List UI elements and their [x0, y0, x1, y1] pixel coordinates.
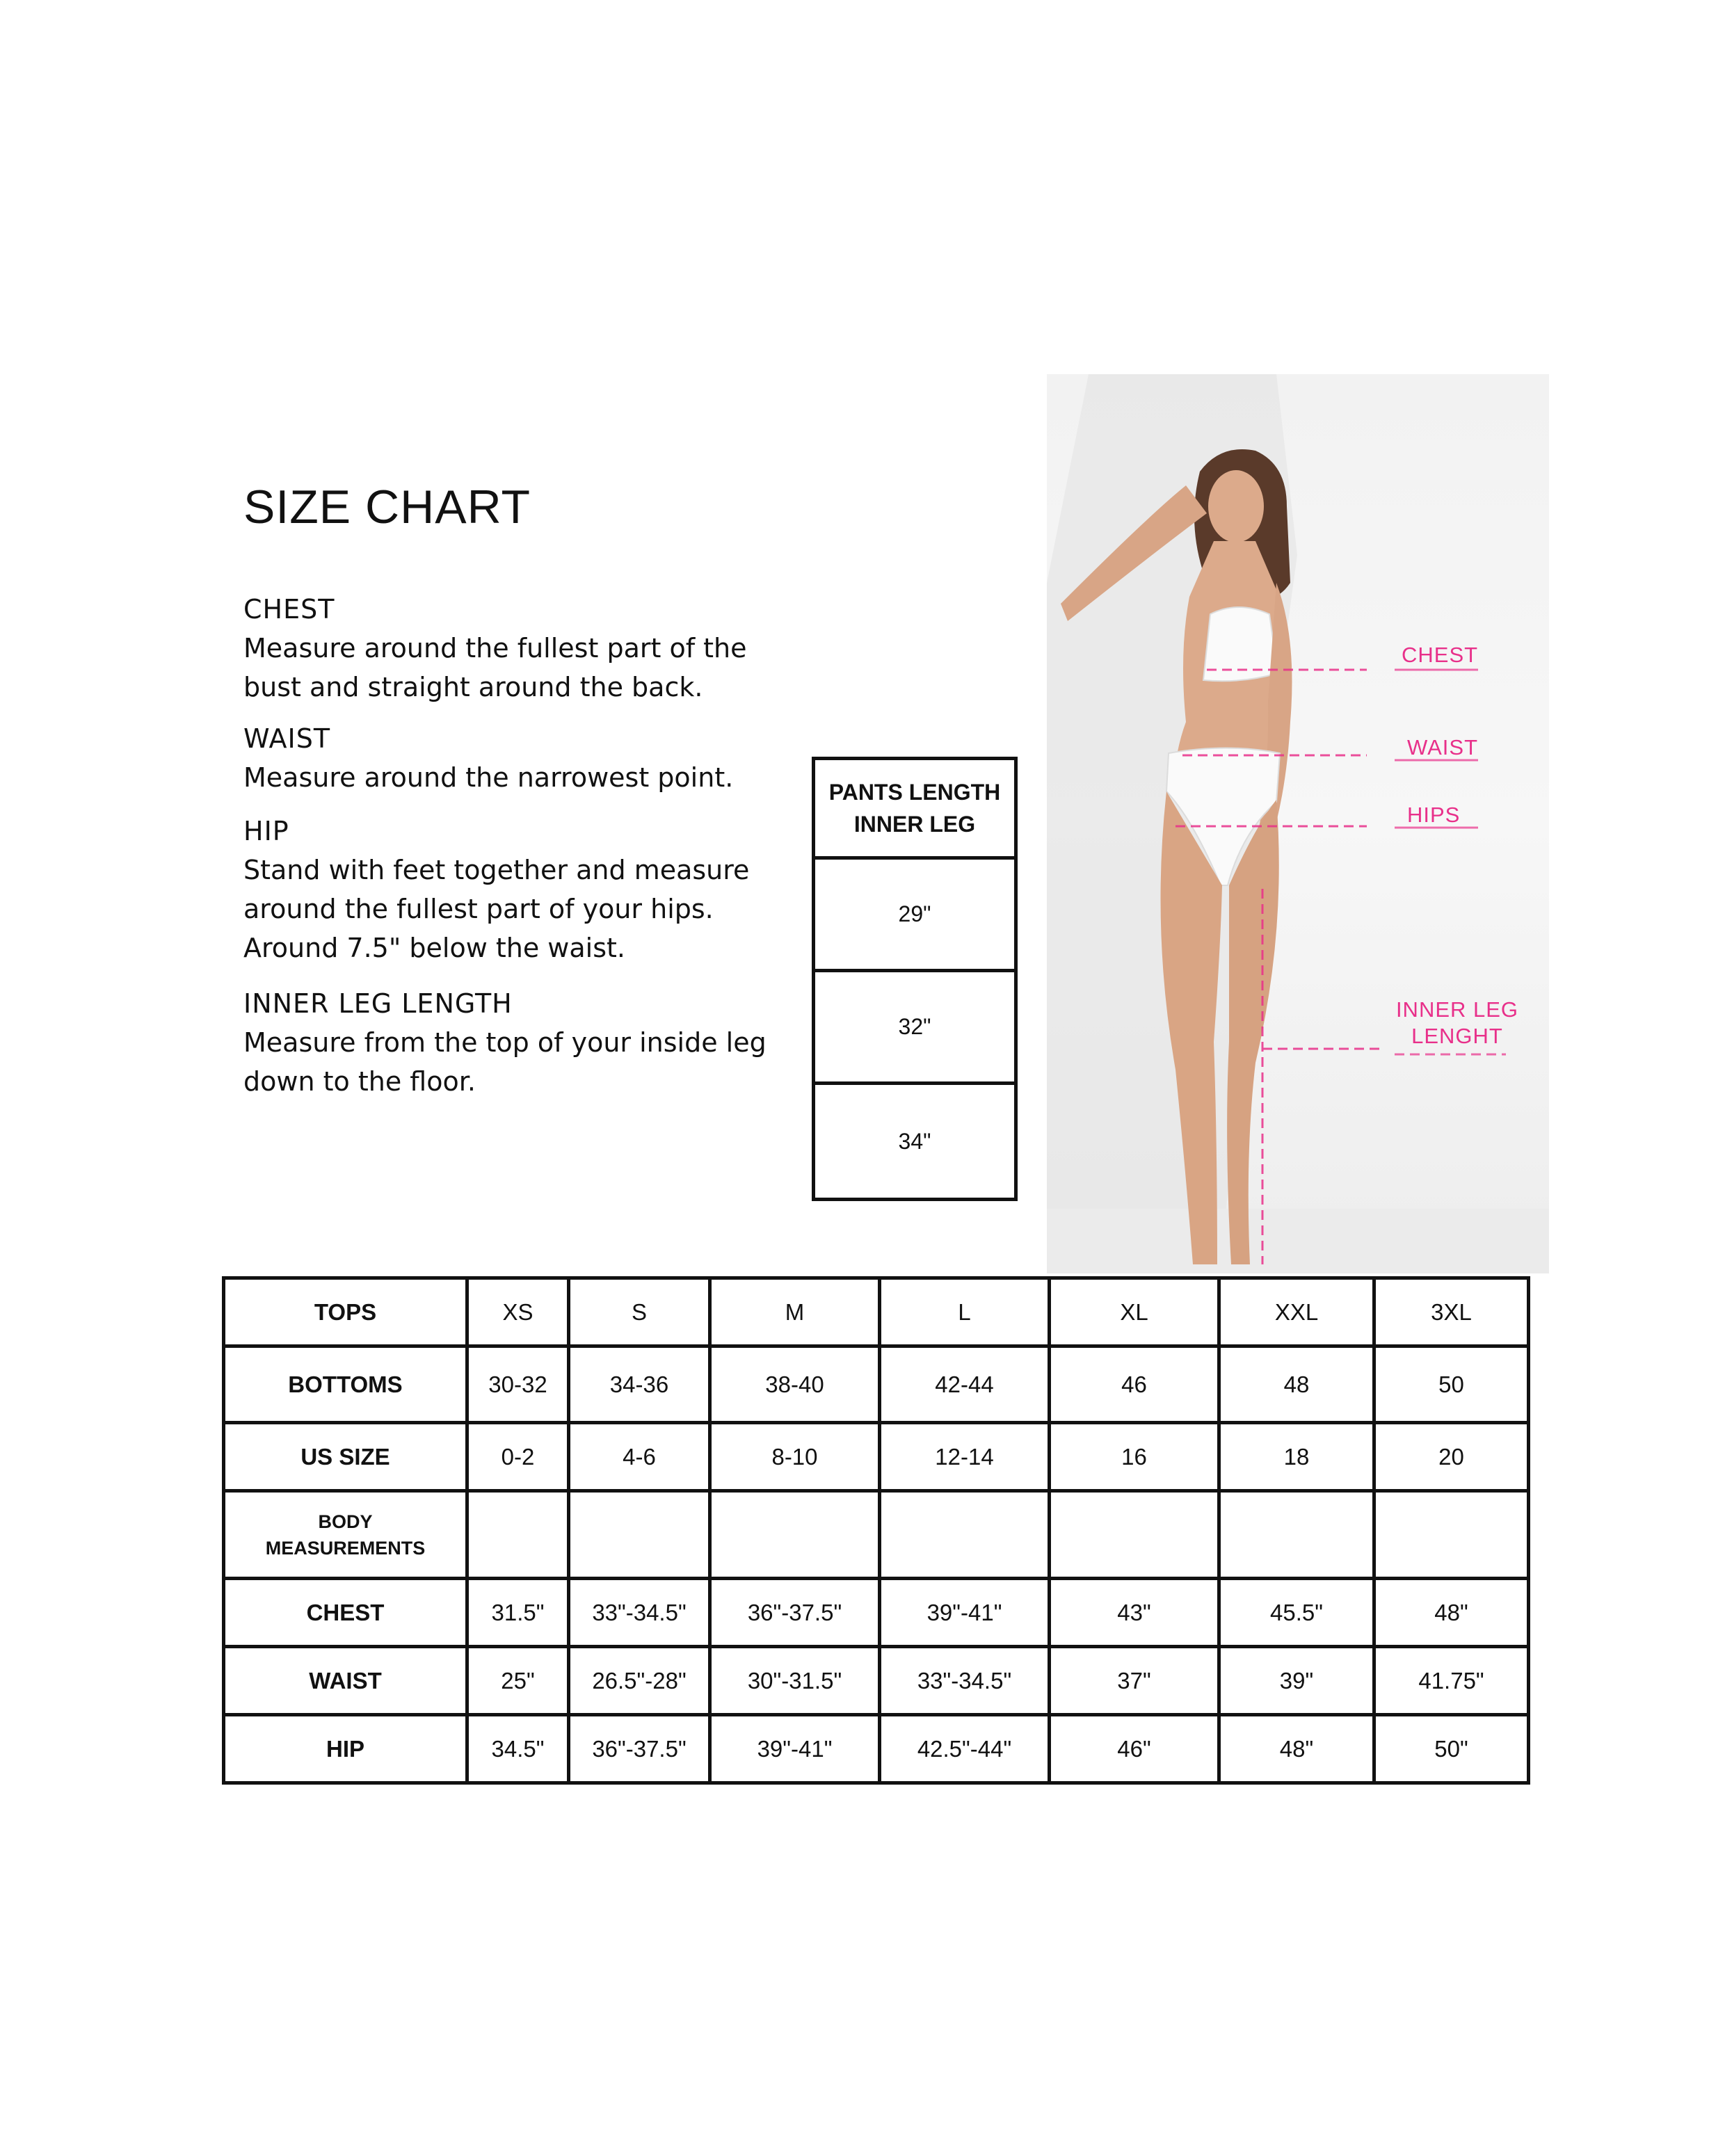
table-cell: 48" — [1374, 1579, 1529, 1647]
measure-hip — [243, 812, 749, 967]
photo-label-hips: HIPS — [1407, 803, 1461, 827]
table-row — [224, 1715, 1529, 1783]
table-cell: 38-40 — [710, 1346, 880, 1423]
table-cell: 50 — [1374, 1346, 1529, 1423]
table-cell: XS — [467, 1278, 569, 1346]
table-cell: 46" — [1050, 1715, 1219, 1783]
table-cell: 39"-41" — [880, 1579, 1050, 1647]
table-cell: 18 — [1219, 1423, 1374, 1491]
table-cell: M — [710, 1278, 880, 1346]
photo-label-waist: WAIST — [1407, 735, 1479, 759]
row-header: BOTTOMS — [224, 1346, 467, 1423]
measure-heading: INNER LEG LENGTH — [243, 988, 513, 1019]
measure-inner-leg — [243, 984, 767, 1101]
table-cell: 36"-37.5" — [569, 1715, 710, 1783]
table-row — [224, 1491, 1529, 1579]
table-cell — [1219, 1491, 1374, 1579]
model-figure-illustration — [1047, 374, 1549, 1273]
photo-label-inner-leg — [1395, 997, 1520, 1049]
table-cell: 31.5" — [467, 1579, 569, 1647]
table-cell: 36"-37.5" — [710, 1579, 880, 1647]
pants-header-line: INNER LEG — [853, 812, 976, 837]
row-header: TOPS — [224, 1278, 467, 1346]
table-cell — [467, 1491, 569, 1579]
measure-heading: CHEST — [243, 594, 335, 625]
table-row — [224, 1278, 1529, 1346]
measure-chest — [243, 590, 747, 707]
measure-text: Measure around the fullest part of the — [243, 633, 747, 663]
table-cell: 33"-34.5" — [880, 1647, 1050, 1715]
measure-text: bust and straight around the back. — [243, 672, 703, 702]
table-cell: 30"-31.5" — [710, 1647, 880, 1715]
table-cell — [569, 1491, 710, 1579]
row-header — [224, 1491, 467, 1579]
photo-label-line: LENGHT — [1411, 1024, 1503, 1048]
table-cell: 26.5"-28" — [569, 1647, 710, 1715]
page-title: SIZE CHART — [243, 481, 531, 533]
measure-text: around the fullest part of your hips. — [243, 894, 714, 924]
table-cell: 12-14 — [880, 1423, 1050, 1491]
table-cell: 48 — [1219, 1346, 1374, 1423]
table-cell: 16 — [1050, 1423, 1219, 1491]
table-cell: 39" — [1219, 1647, 1374, 1715]
measure-text: Measure around the narrowest point. — [243, 762, 734, 793]
photo-label-chest: CHEST — [1402, 643, 1479, 667]
table-cell: 39"-41" — [710, 1715, 880, 1783]
table-cell — [710, 1491, 880, 1579]
measure-heading: WAIST — [243, 723, 331, 754]
table-cell: 43" — [1050, 1579, 1219, 1647]
row-header-line: BODY — [318, 1511, 373, 1532]
table-cell — [1374, 1491, 1529, 1579]
measure-text: Around 7.5" below the waist. — [243, 933, 625, 963]
table-row — [224, 1647, 1529, 1715]
table-row — [224, 1346, 1529, 1423]
pants-length-value: 29" — [815, 860, 1014, 972]
table-row — [224, 1423, 1529, 1491]
table-cell: 20 — [1374, 1423, 1529, 1491]
row-header: US SIZE — [224, 1423, 467, 1491]
measure-waist — [243, 719, 733, 797]
measure-text: Measure from the top of your inside leg — [243, 1027, 767, 1058]
row-header: WAIST — [224, 1647, 467, 1715]
pants-length-table — [812, 757, 1018, 1201]
table-cell: 3XL — [1374, 1278, 1529, 1346]
photo-label-line: INNER LEG — [1395, 997, 1519, 1022]
table-cell: 37" — [1050, 1647, 1219, 1715]
row-header: HIP — [224, 1715, 467, 1783]
measure-heading: HIP — [243, 816, 289, 846]
measure-text: Stand with feet together and measure — [243, 855, 750, 885]
table-cell: S — [569, 1278, 710, 1346]
table-cell — [880, 1491, 1050, 1579]
table-cell: 33"-34.5" — [569, 1579, 710, 1647]
table-cell: L — [880, 1278, 1050, 1346]
table-cell: 25" — [467, 1647, 569, 1715]
table-cell: 48" — [1219, 1715, 1374, 1783]
pants-header-line: PANTS LENGTH — [828, 780, 1001, 805]
table-cell: 34.5" — [467, 1715, 569, 1783]
model-photo — [1047, 374, 1549, 1273]
table-cell: 34-36 — [569, 1346, 710, 1423]
table-cell: 45.5" — [1219, 1579, 1374, 1647]
table-cell: 0-2 — [467, 1423, 569, 1491]
table-cell: 46 — [1050, 1346, 1219, 1423]
table-cell — [1050, 1491, 1219, 1579]
table-cell: 50" — [1374, 1715, 1529, 1783]
table-cell: XXL — [1219, 1278, 1374, 1346]
pants-length-value: 34" — [898, 1128, 931, 1154]
row-header-line: MEASUREMENTS — [265, 1537, 426, 1559]
table-cell: 42-44 — [880, 1346, 1050, 1423]
pants-length-header — [815, 760, 1014, 860]
measure-text: down to the floor. — [243, 1066, 476, 1097]
table-cell: 42.5"-44" — [880, 1715, 1050, 1783]
table-cell: XL — [1050, 1278, 1219, 1346]
table-row — [224, 1579, 1529, 1647]
table-cell: 4-6 — [569, 1423, 710, 1491]
table-cell: 8-10 — [710, 1423, 880, 1491]
table-cell: 30-32 — [467, 1346, 569, 1423]
row-header: CHEST — [224, 1579, 467, 1647]
table-cell: 41.75" — [1374, 1647, 1529, 1715]
size-chart-table — [222, 1276, 1530, 1785]
pants-length-value: 32" — [815, 972, 1014, 1085]
